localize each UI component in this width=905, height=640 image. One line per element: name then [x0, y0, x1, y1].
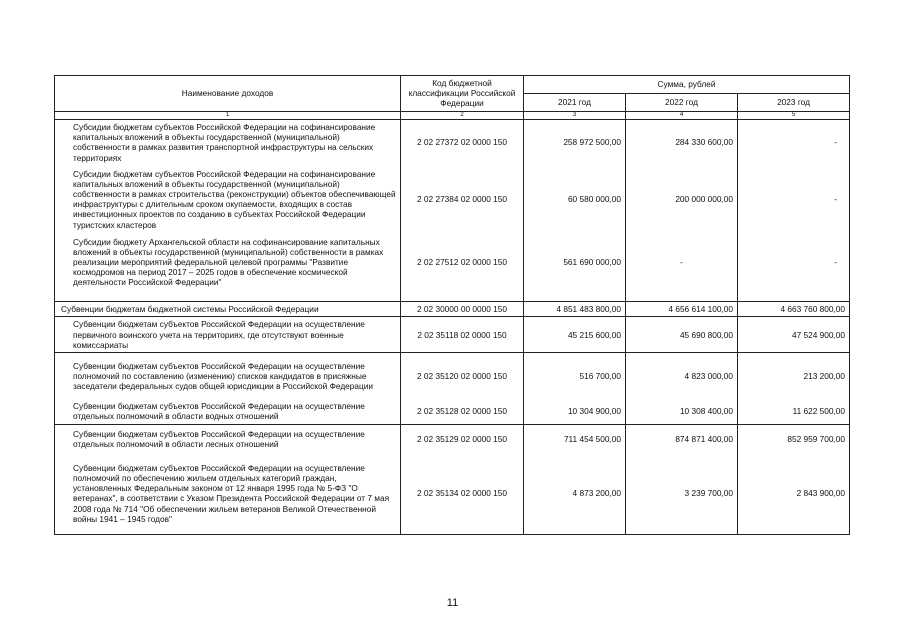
table-row — [55, 353, 850, 399]
amount-2022: 10 308 400,00 — [626, 399, 738, 425]
amount-2022: 3 239 700,00 — [626, 453, 738, 535]
header-year-2023: 2023 год — [738, 93, 850, 111]
table-row-spacer — [55, 291, 850, 302]
header-year-2022: 2022 год — [626, 93, 738, 111]
amount-2023: - — [738, 165, 850, 233]
revenue-name: Субвенции бюджетам субъектов Российской Федерации на осуществление полномочий по обеспечению жильем отдельных категорий граждан, установленных Федеральным законом от 12 января 1995 года № 5-ФЗ "О ветеранах", в соответствии с Указом Президента Российской Федерации от 7 мая 2008 года № 714 "Об обеспечении жильем ветеранов Великой Отечественной войны 1941 – 1945 годов" — [55, 453, 401, 535]
budget-code: 2 02 30000 00 0000 150 — [401, 302, 524, 317]
budget-code: 2 02 35128 02 0000 150 — [401, 399, 524, 425]
amount-2021: 711 454 500,00 — [524, 425, 626, 453]
amount-2023: 2 843 900,00 — [738, 453, 850, 535]
amount-2022: 4 656 614 100,00 — [626, 302, 738, 317]
revenue-name: Субвенции бюджетам бюджетной системы Российской Федерации — [55, 302, 401, 317]
table-row — [55, 119, 850, 165]
table-row — [55, 399, 850, 425]
amount-2022: - — [626, 233, 738, 291]
budget-code: 2 02 35134 02 0000 150 — [401, 453, 524, 535]
amount-2022: 200 000 000,00 — [626, 165, 738, 233]
table-row — [55, 302, 850, 317]
amount-2022: 284 330 600,00 — [626, 119, 738, 165]
amount-2021: 4 851 483 800,00 — [524, 302, 626, 317]
amount-2023: 11 622 500,00 — [738, 399, 850, 425]
budget-code: 2 02 35129 02 0000 150 — [401, 425, 524, 453]
revenue-name: Субвенции бюджетам субъектов Российской Федерации на осуществление отдельных полномочий в области лесных отношений — [55, 425, 401, 453]
header-revenue-name: Наименование доходов — [55, 76, 401, 112]
amount-2022: 4 823 000,00 — [626, 353, 738, 399]
amount-2022: 45 690 800,00 — [626, 317, 738, 353]
amount-2023: 47 524 900,00 — [738, 317, 850, 353]
table-row — [55, 233, 850, 291]
amount-2023: 852 959 700,00 — [738, 425, 850, 453]
budget-code: 2 02 27372 02 0000 150 — [401, 119, 524, 165]
amount-2023: 4 663 760 800,00 — [738, 302, 850, 317]
header-year-2021: 2021 год — [524, 93, 626, 111]
revenue-table — [54, 75, 850, 535]
amount-2021: 4 873 200,00 — [524, 453, 626, 535]
budget-code: 2 02 27512 02 0000 150 — [401, 233, 524, 291]
amount-2023: - — [738, 119, 850, 165]
amount-2021: 258 972 500,00 — [524, 119, 626, 165]
revenue-name: Субсидии бюджетам субъектов Российской Федерации на софинансирование капитальных вложений в объекты государственной (муниципальной) собственности в рамках развития транспортной инфраструктуры на сельских территориях — [55, 119, 401, 165]
amount-2021: 561 690 000,00 — [524, 233, 626, 291]
budget-revenue-table — [54, 75, 849, 535]
revenue-name: Субсидии бюджетам субъектов Российской Федерации на софинансирование капитальных вложений в объекты государственной (муниципальной) собственности в рамках строительства (реконструкции) объектов обеспечивающей инфраструктуры с длительным сроком окупаемости, входящих в состав инвестиционных проектов по созданию в субъектах Российской Федерации туристских кластеров — [55, 165, 401, 233]
amount-2023: 213 200,00 — [738, 353, 850, 399]
column-number-5: 5 — [738, 111, 850, 119]
revenue-name: Субсидии бюджету Архангельской области на софинансирование капитальных вложений в объекты государственной (муниципальной) собственности в рамках реализации мероприятий федеральной целевой программы "Развитие космодромов на период 2017 – 2025 годов в обеспечение космической деятельности Российской Федерации" — [55, 233, 401, 291]
header-sum: Сумма, рублей — [524, 76, 850, 94]
table-row — [55, 317, 850, 353]
budget-code: 2 02 35120 02 0000 150 — [401, 353, 524, 399]
budget-code: 2 02 27384 02 0000 150 — [401, 165, 524, 233]
amount-2022: 874 871 400,00 — [626, 425, 738, 453]
amount-2021: 516 700,00 — [524, 353, 626, 399]
amount-2021: 45 215 600,00 — [524, 317, 626, 353]
column-number-1: 1 — [55, 111, 401, 119]
budget-code: 2 02 35118 02 0000 150 — [401, 317, 524, 353]
column-number-3: 3 — [524, 111, 626, 119]
table-row — [55, 165, 850, 233]
column-number-2: 2 — [401, 111, 524, 119]
revenue-name: Субвенции бюджетам субъектов Российской Федерации на осуществление полномочий по составлению (изменению) списков кандидатов в присяжные заседатели федеральных судов общей юрисдикции в Российской Федерации — [55, 353, 401, 399]
table-row — [55, 425, 850, 453]
page-number: 11 — [446, 597, 459, 609]
revenue-name: Субвенции бюджетам субъектов Российской Федерации на осуществление первичного воинского учета на территориях, где отсутствуют военные комиссариаты — [55, 317, 401, 353]
amount-2023: - — [738, 233, 850, 291]
amount-2021: 60 580 000,00 — [524, 165, 626, 233]
column-number-4: 4 — [626, 111, 738, 119]
header-budget-code: Код бюджетной классификации Российской Федерации — [401, 76, 524, 112]
revenue-name: Субвенции бюджетам субъектов Российской Федерации на осуществление отдельных полномочий в области водных отношений — [55, 399, 401, 425]
table-row — [55, 453, 850, 535]
amount-2021: 10 304 900,00 — [524, 399, 626, 425]
